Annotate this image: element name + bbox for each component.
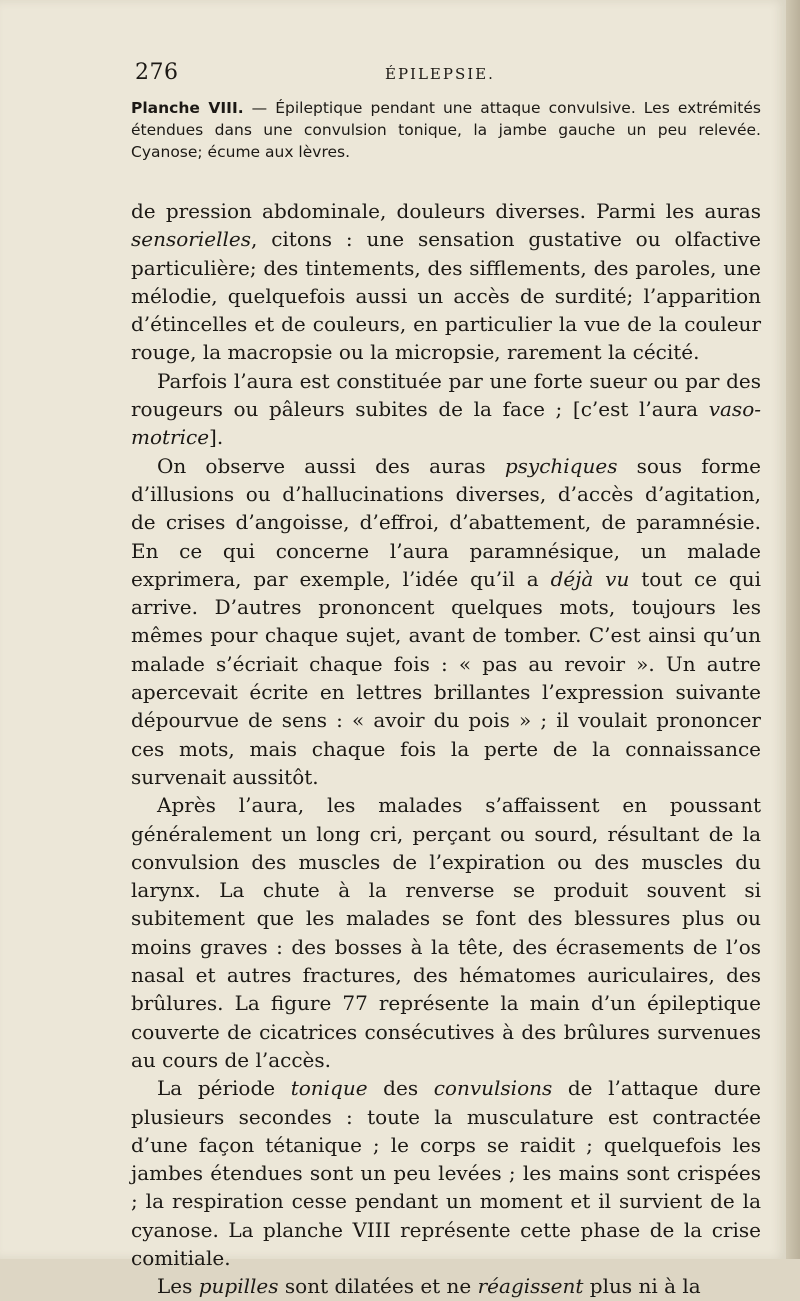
paragraph-text: Après l’aura, les malades s’affaissent en poussant généralement un long cri, perçant ou sourd, résultant de la convulsion des muscles de l’expiration ou des muscles du larynx. La chute à la renverse se produit souvent si subitement que les malades se font des blessures plus ou moins graves : des bosses à la tête, des écrasements de l’os nasal et autres fractures, des hématomes auriculaires, des brûlures. La figure 77 représente la main d’un épileptique couverte de cicatrices consécutives à des brûlures survenues au cours de l’accès. [131,793,761,1072]
body-text [131,197,761,1301]
italic-term: pupilles [198,1274,279,1299]
paragraph-text: On observe aussi des auras [157,453,505,478]
caption-text: — Épileptique pendant une attaque convulsive. Les extrémités étendues dans une convulsion tonique, la jambe gauche un peu relevée. Cyanose; écume aux lèvres. [131,99,761,161]
italic-term: vaso-motrice [131,397,761,450]
body-paragraph [131,791,761,1074]
italic-term: convulsions [433,1076,553,1101]
italic-term: psychiques [504,453,618,478]
paragraph-text: Les [157,1274,199,1299]
paragraph-text: des [367,1076,434,1101]
paragraph-text: ]. [209,425,224,450]
paragraph-text: La période [157,1076,291,1101]
body-paragraph [131,1074,761,1272]
paragraph-text: Parfois l’aura est constituée par une forte sueur ou par des rougeurs ou pâleurs subites de la face ; [c’est l’aura [131,368,761,422]
plate-caption [131,97,761,163]
italic-term: déjà vu [550,566,630,591]
page-number: 276 [135,60,179,85]
paragraph-text: plus ni à la [583,1274,701,1299]
caption-paragraph [131,97,761,163]
page-edge [786,0,800,1259]
body-paragraph [131,452,761,792]
running-title: ÉPILEPSIE. [385,65,495,83]
paragraph-text: tout ce qui arrive. D’autres prononcent quelques mots, toujours les mêmes pour chaque sujet, avant de tomber. C’est ainsi qu’un malade s’écriait chaque fois : « pas au revoir ». Un autre apercevait écrite en lettres brillantes l’expression suivante dépourvue de sens : « avoir du pois » ; il voulait prononcer ces mots, mais chaque fois la perte de la connaissance survenait aussitôt. [131,566,762,789]
paragraph-text: , citons : une sensation gustative ou olfactive particulière; des tintements, des sifflements, des paroles, une mélodie, quelquefois aussi un accès de surdité; l’apparition d’étincelles et de couleurs, en particulier la vue de la couleur rouge, la macropsie ou la micropsie, rarement la cécité. [131,227,761,365]
plate-label: Planche VIII. [131,99,244,117]
paragraph-text: de pression abdominale, douleurs diverses. Parmi les auras [131,199,761,223]
running-head [131,58,761,88]
paragraph-text: de l’attaque dure plusieurs secondes : toute la musculature est contractée d’une façon tétanique ; le corps se raidit ; quelquefois les jambes étendues sont un peu levées ; les mains sont crispées ; la respiration cesse pendant un moment et il survient de la cyanose. La planche VIII représente cette phase de la crise comitiale. [131,1076,761,1270]
italic-term: tonique [290,1076,368,1101]
body-paragraph [131,197,761,367]
italic-term: sensorielles [131,227,251,252]
body-paragraph [131,1272,761,1300]
paragraph-text: sont dilatées et ne [278,1274,478,1299]
italic-term: réagissent [477,1274,584,1299]
paragraph-text: sous forme d’illusions ou d’hallucinations diverses, d’accès d’agitation, de crises d’angoisse, d’effroi, d’abattement, de paramnésie. En ce qui concerne l’aura paramnésique, un malade exprimera, par exemple, l’idée qu’il a [131,453,762,591]
body-paragraph [131,367,761,452]
